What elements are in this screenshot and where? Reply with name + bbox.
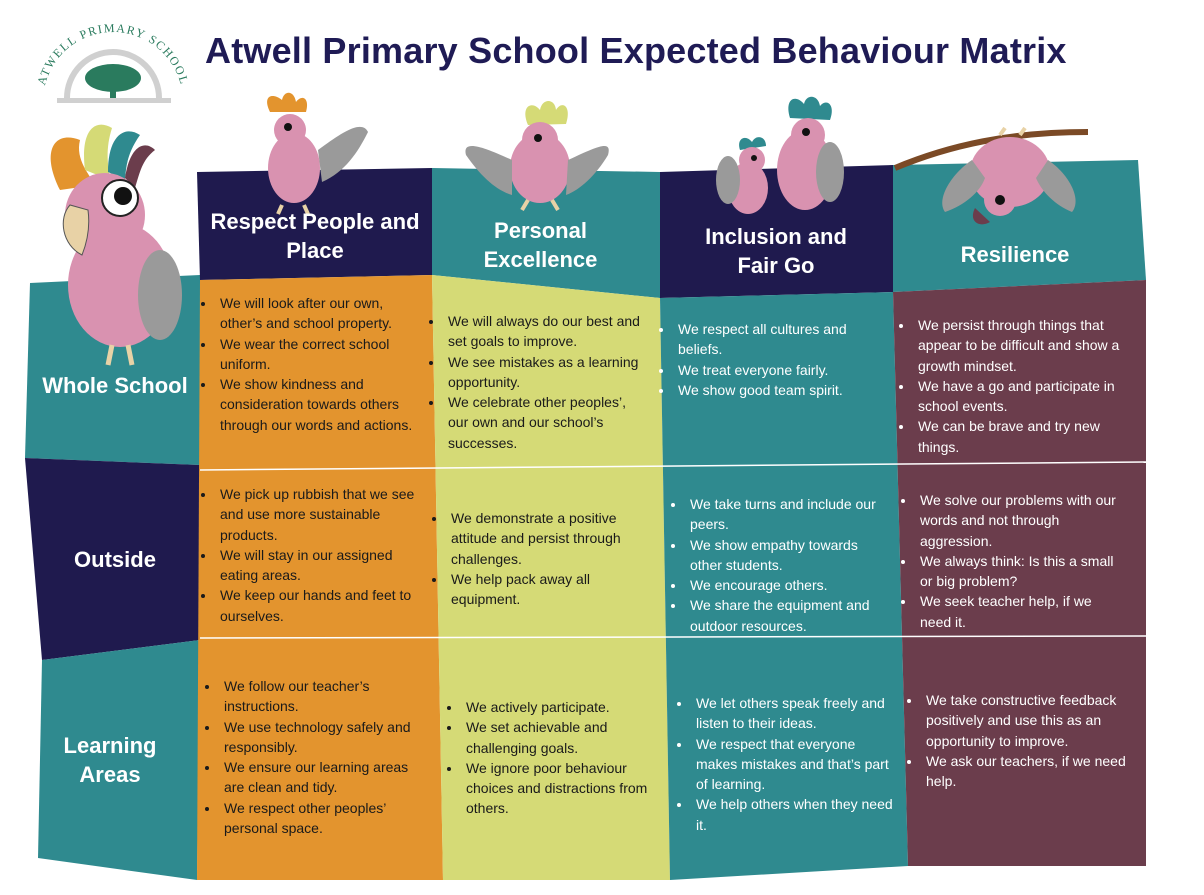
bullet-item: • We have a go and participate in school events. bbox=[914, 376, 1123, 417]
bullet-list bbox=[648, 319, 876, 400]
bullet-item: • We persist through things that appear to be difficult and show a growth mindset. bbox=[914, 315, 1123, 376]
cell-learning-areas-excellence bbox=[436, 697, 658, 819]
bullet-list bbox=[896, 690, 1132, 791]
cell-outside-resilience bbox=[890, 490, 1125, 632]
bullet-item: • We respect that everyone makes mistakes and that’s part of learning. bbox=[692, 734, 894, 795]
column-header-excellence: Personal Excellence bbox=[483, 218, 598, 272]
column-header-inclusion: Inclusion and Fair Go bbox=[705, 224, 847, 278]
cell-learning-areas-resilience bbox=[896, 690, 1132, 791]
bullet-item: • We keep our hands and feet to ourselves. bbox=[216, 585, 424, 626]
bullet-item: • We can be brave and try new things. bbox=[914, 416, 1123, 457]
cell-whole-school-excellence bbox=[418, 311, 650, 453]
bullet-item: • We take constructive feedback positively and use this as an opportunity to improve. bbox=[922, 690, 1132, 751]
bullet-item: • We use technology safely and responsibly. bbox=[220, 717, 424, 758]
bullet-item: • We let others speak freely and listen to their ideas. bbox=[692, 693, 894, 734]
column-header-resilience: Resilience bbox=[960, 242, 1070, 267]
bullet-item: • We pick up rubbish that we see and use more sustainable products. bbox=[216, 484, 424, 545]
bullet-item: • We ensure our learning areas are clean and tidy. bbox=[220, 757, 424, 798]
page-title: Atwell Primary School Expected Behaviour Matrix bbox=[205, 30, 1067, 71]
logo-text: ATWELL PRIMARY SCHOOL bbox=[34, 20, 192, 87]
bullet-list bbox=[660, 494, 882, 636]
bullet-item: • We show good team spirit. bbox=[674, 380, 876, 400]
bullet-item: • We will always do our best and set goals to improve. bbox=[444, 311, 650, 352]
row-label-whole-school: Whole School bbox=[42, 373, 188, 398]
bullet-item: • We wear the correct school uniform. bbox=[216, 334, 420, 375]
bullet-item: • We encourage others. bbox=[686, 575, 882, 595]
bullet-item: • We respect all cultures and beliefs. bbox=[674, 319, 876, 360]
bullet-item: • We help pack away all equipment. bbox=[447, 569, 651, 610]
bullet-item: • We show empathy towards other students. bbox=[686, 535, 882, 576]
bullet-item: • We celebrate other peoples’, our own and our school’s successes. bbox=[444, 392, 650, 453]
bullet-item: • We demonstrate a positive attitude and persist through challenges. bbox=[447, 508, 651, 569]
bullet-item: • We take turns and include our peers. bbox=[686, 494, 882, 535]
bullet-list bbox=[190, 293, 420, 435]
bullet-list bbox=[190, 484, 424, 626]
bullet-item: • We respect other peoples’ personal space. bbox=[220, 798, 424, 839]
row-label-learning-areas: Learning Areas bbox=[63, 733, 157, 787]
bullet-list bbox=[194, 676, 424, 838]
bullet-list bbox=[418, 311, 650, 453]
cell-learning-areas-respect bbox=[194, 676, 424, 838]
bullet-item: • We share the equipment and outdoor resources. bbox=[686, 595, 882, 636]
row-label-outside: Outside bbox=[74, 547, 156, 572]
bullet-list bbox=[666, 693, 894, 835]
bullet-list bbox=[888, 315, 1123, 457]
cell-outside-inclusion bbox=[660, 494, 882, 636]
bullet-item: • We ask our teachers, if we need help. bbox=[922, 751, 1132, 792]
bullet-item: • We see mistakes as a learning opportunity. bbox=[444, 352, 650, 393]
cell-outside-excellence bbox=[421, 508, 651, 609]
bullet-list bbox=[421, 508, 651, 609]
bullet-list bbox=[436, 697, 658, 819]
bullet-item: • We always think: Is this a small or big problem? bbox=[916, 551, 1125, 592]
bullet-item: • We ignore poor behaviour choices and distractions from others. bbox=[462, 758, 658, 819]
bullet-item: • We help others when they need it. bbox=[692, 794, 894, 835]
cell-whole-school-respect bbox=[190, 293, 420, 435]
bullet-item: • We will stay in our assigned eating areas. bbox=[216, 545, 424, 586]
bullet-item: • We treat everyone fairly. bbox=[674, 360, 876, 380]
bullet-item: • We seek teacher help, if we need it. bbox=[916, 591, 1125, 632]
cell-whole-school-resilience bbox=[888, 315, 1123, 457]
cell-learning-areas-inclusion bbox=[666, 693, 894, 835]
school-logo bbox=[25, 20, 195, 115]
bullet-item: • We show kindness and consideration towards others through our words and actions. bbox=[216, 374, 420, 435]
cell-outside-respect bbox=[190, 484, 424, 626]
bullet-item: • We solve our problems with our words and not through aggression. bbox=[916, 490, 1125, 551]
bullet-item: • We follow our teacher’s instructions. bbox=[220, 676, 424, 717]
bullet-item: • We set achievable and challenging goals. bbox=[462, 717, 658, 758]
bullet-item: • We will look after our own, other’s and school property. bbox=[216, 293, 420, 334]
school-logo-emblem bbox=[25, 20, 195, 115]
bullet-item: • We actively participate. bbox=[462, 697, 658, 717]
bullet-list bbox=[890, 490, 1125, 632]
column-header-respect: Respect People and Place bbox=[210, 209, 420, 263]
cell-whole-school-inclusion bbox=[648, 319, 876, 400]
